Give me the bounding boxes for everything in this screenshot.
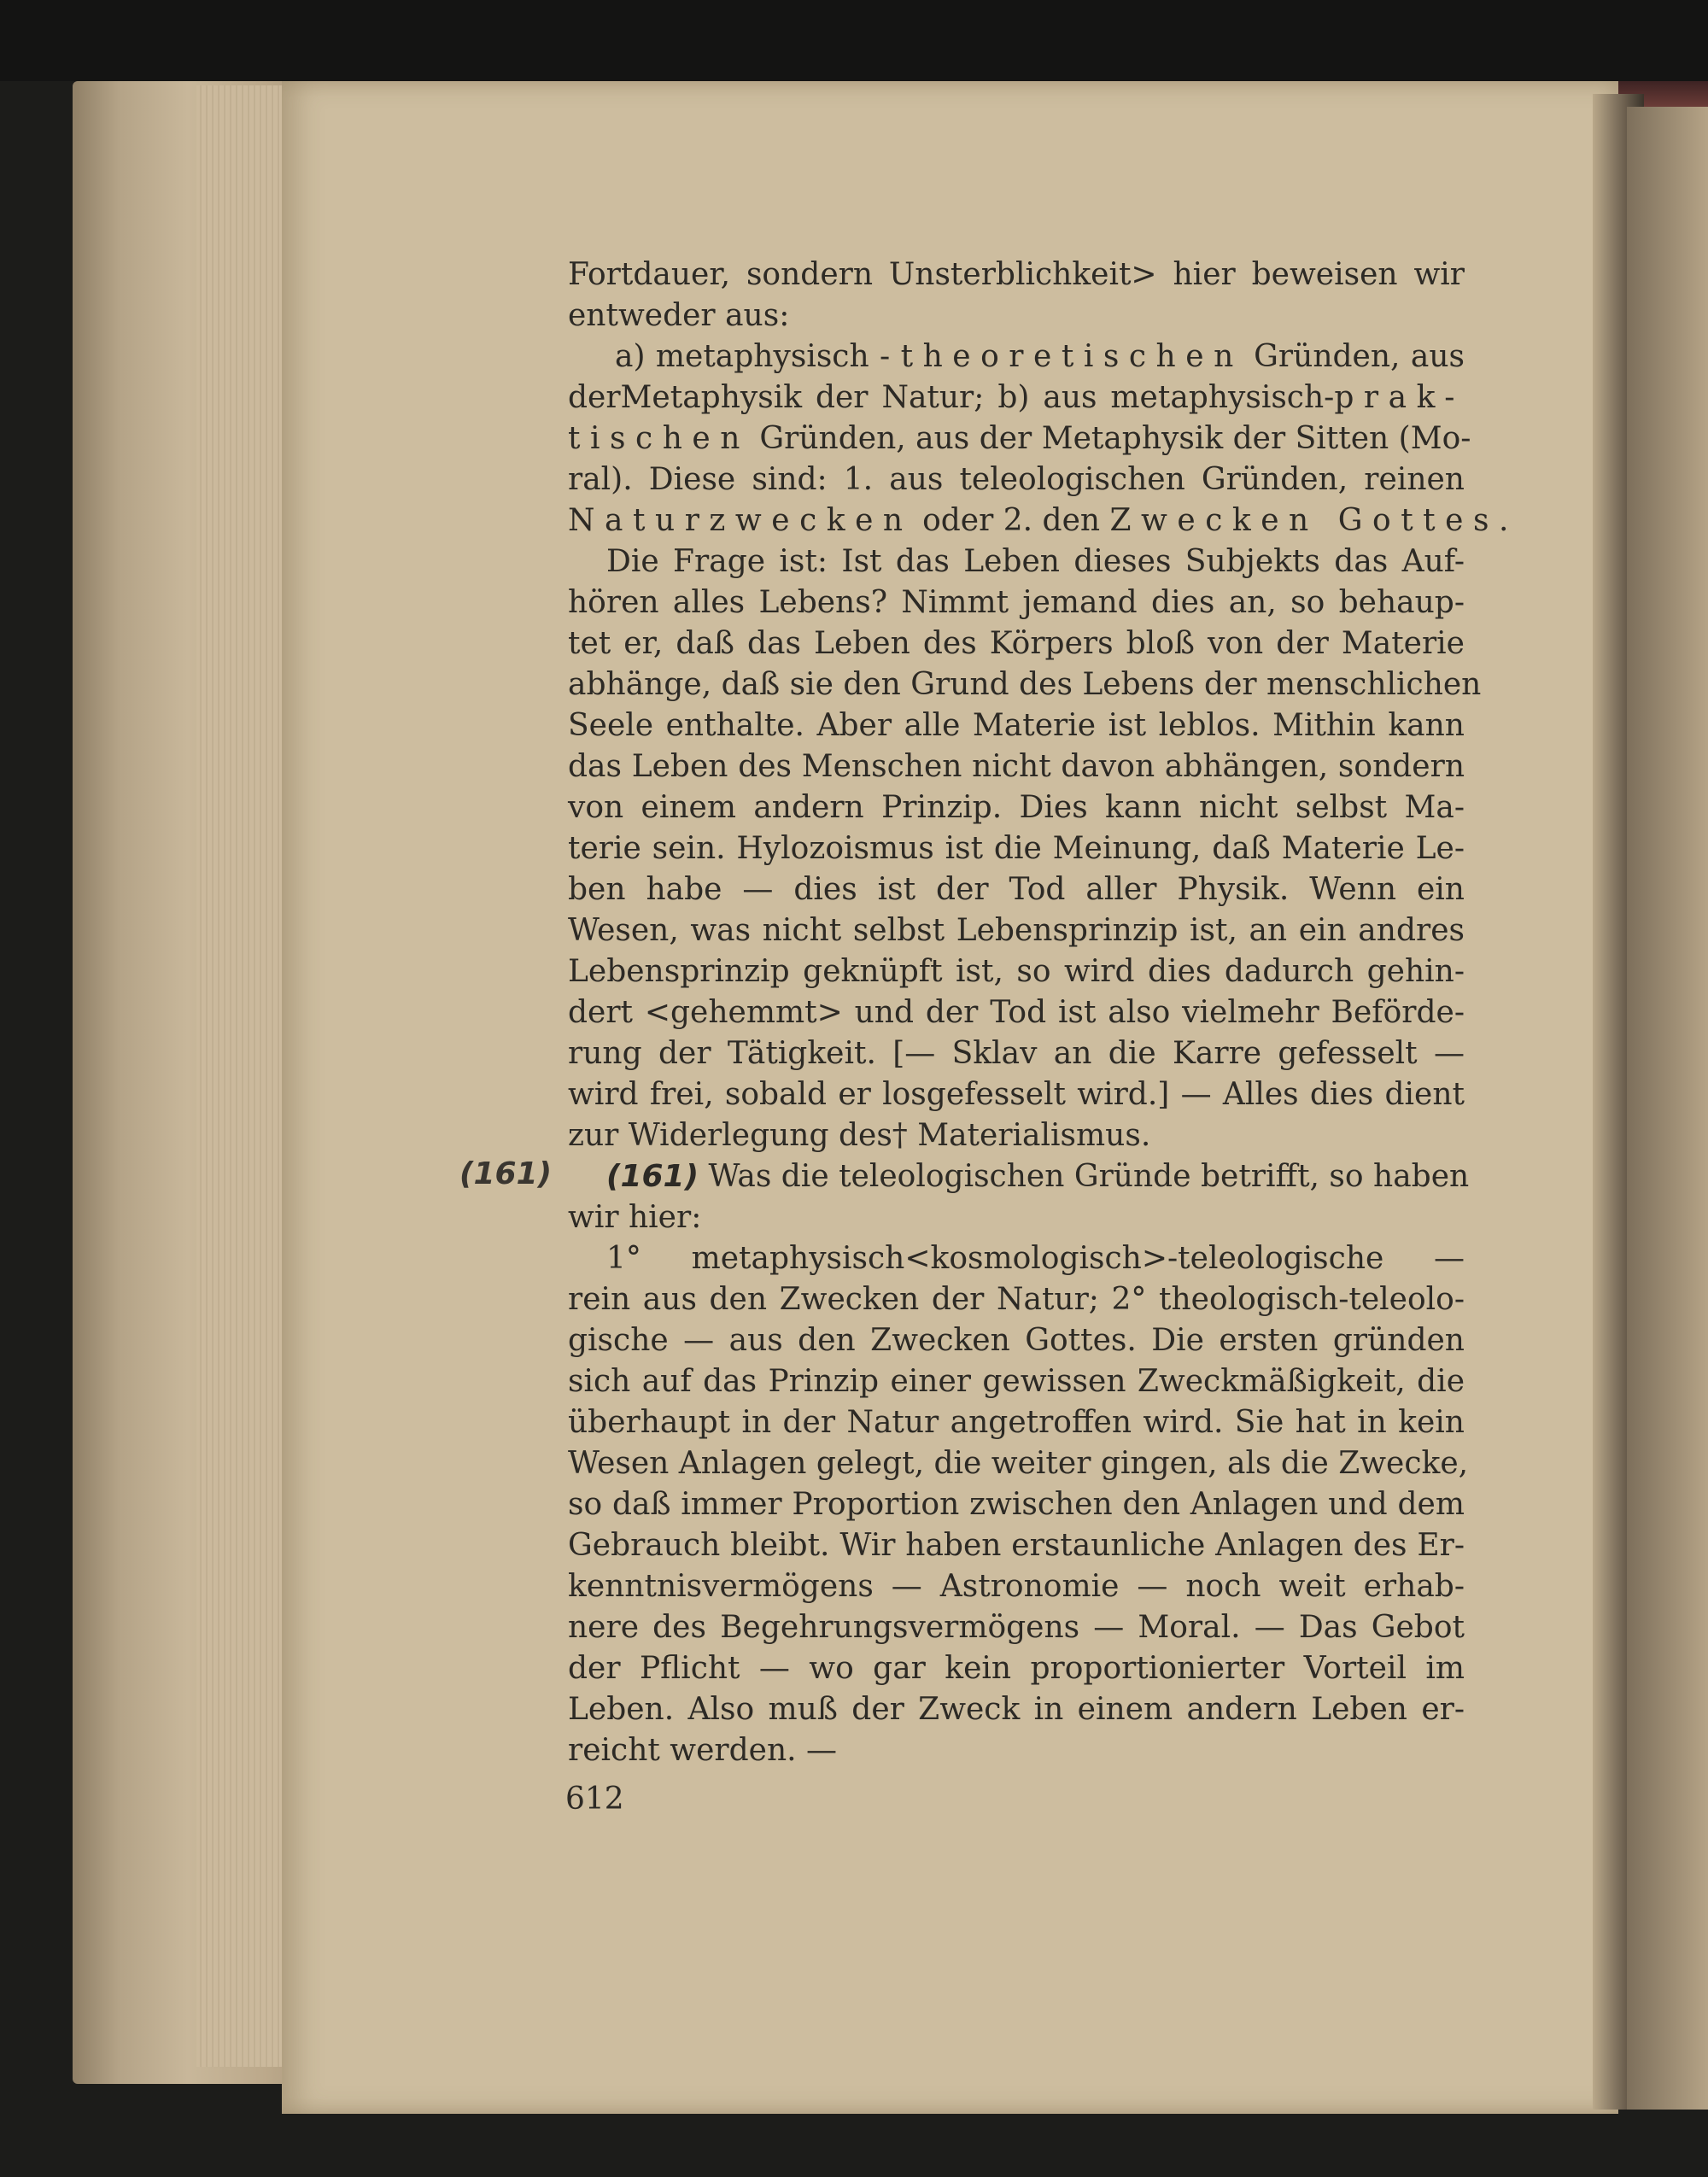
text-line: dert <gehemmt> und der Tod ist also vielmehr Beförde-	[568, 995, 1465, 1030]
text-line: abhänge, daß sie den Grund des Lebens der menschlichen	[568, 667, 1482, 702]
text-line: Gebrauch bleibt. Wir haben erstaunliche Anlagen des Er-	[568, 1528, 1465, 1563]
facing-page-edge	[1627, 107, 1708, 2110]
text-line: Lebensprinzip geknüpft ist, so wird dies dadurch gehin-	[568, 954, 1465, 989]
text-line: Wesen, was nicht selbst Lebensprinzip ist, an ein andres	[568, 913, 1465, 948]
spaced-term: Zwecken Gottes.	[1109, 503, 1518, 538]
spaced-term: theoretischen	[900, 339, 1243, 374]
text-line: überhaupt in der Natur angetroffen wird. Sie hat in kein	[568, 1405, 1465, 1440]
text-line: nere des Begehrungsvermögens — Moral. — Das Gebot	[568, 1610, 1465, 1645]
text-line: Fortdauer, sondern Unsterblichkeit> hier beweisen wir	[568, 257, 1465, 292]
book-cover-top	[0, 0, 1708, 81]
section-number: (161)	[606, 1159, 699, 1194]
text-line: derMetaphysik der Natur; b) aus metaphysisch-prak-	[568, 380, 1465, 415]
text-line: terie sein. Hylozoismus ist die Meinung, daß Materie Le-	[568, 831, 1465, 866]
text-line: Naturzwecken oder 2. den Zwecken Gottes.	[568, 503, 1518, 538]
spaced-term: prak-	[1334, 380, 1465, 415]
text-line: kenntnisvermögens — Astronomie — noch weit erhab-	[568, 1569, 1465, 1604]
text-line: wird frei, sobald er losgefesselt wird.] — Alles dies dient	[568, 1077, 1465, 1112]
text-line: ben habe — dies ist der Tod aller Physik. Wenn ein	[568, 872, 1465, 907]
text-line: rein aus den Zwecken der Natur; 2° theologisch-teleolo-	[568, 1282, 1465, 1317]
text-line: reicht werden. —	[568, 1733, 838, 1768]
spaced-term: tischen	[568, 421, 750, 456]
text-line: Wesen Anlagen gelegt, die weiter gingen, als die Zwecke,	[568, 1446, 1469, 1481]
text-line: das Leben des Menschen nicht davon abhängen, sondern	[568, 749, 1465, 784]
text-line: sich auf das Prinzip einer gewissen Zweckmäßigkeit, die	[568, 1364, 1465, 1399]
page-number: 612	[565, 1782, 624, 1817]
text-line: Die Frage ist: Ist das Leben dieses Subjekts das Auf-	[606, 544, 1465, 579]
text-line: von einem andern Prinzip. Dies kann nicht selbst Ma-	[568, 790, 1465, 825]
text-line: zur Widerlegung des† Materialismus.	[568, 1118, 1151, 1153]
text-line: tischen Gründen, aus der Metaphysik der Sitten (Mo-	[568, 421, 1471, 456]
text-line: so daß immer Proportion zwischen den Anlagen und dem	[568, 1487, 1465, 1522]
text-line: gische — aus den Zwecken Gottes. Die ersten gründen	[568, 1323, 1465, 1358]
text-line: entweder aus:	[568, 298, 790, 333]
text-line: a) metaphysisch - theoretischen Gründen, aus	[615, 339, 1465, 374]
spaced-term: Naturzwecken	[568, 503, 913, 538]
text-line: Leben. Also muß der Zweck in einem andern Leben er-	[568, 1692, 1465, 1727]
text-line: der Pflicht — wo gar kein proportionierter Vorteil im	[568, 1651, 1465, 1686]
text-line: rung der Tätigkeit. [— Sklav an die Karre gefesselt —	[568, 1036, 1465, 1071]
text-line: wir hier:	[568, 1200, 702, 1235]
margin-note: (161)	[459, 1156, 553, 1191]
text-line: Seele enthalte. Aber alle Materie ist leblos. Mithin kann	[568, 708, 1465, 743]
text-line: (161) Was die teleologischen Gründe betrifft, so haben	[606, 1159, 1470, 1194]
text-line: ral). Diese sind: 1. aus teleologischen Gründen, reinen	[568, 462, 1465, 497]
text-line: 1° metaphysisch<kosmologisch>-teleologische —	[606, 1241, 1465, 1276]
text-line: tet er, daß das Leben des Körpers bloß von der Materie	[568, 626, 1465, 661]
text-line: hören alles Lebens? Nimmt jemand dies an, so behaup-	[568, 585, 1465, 620]
